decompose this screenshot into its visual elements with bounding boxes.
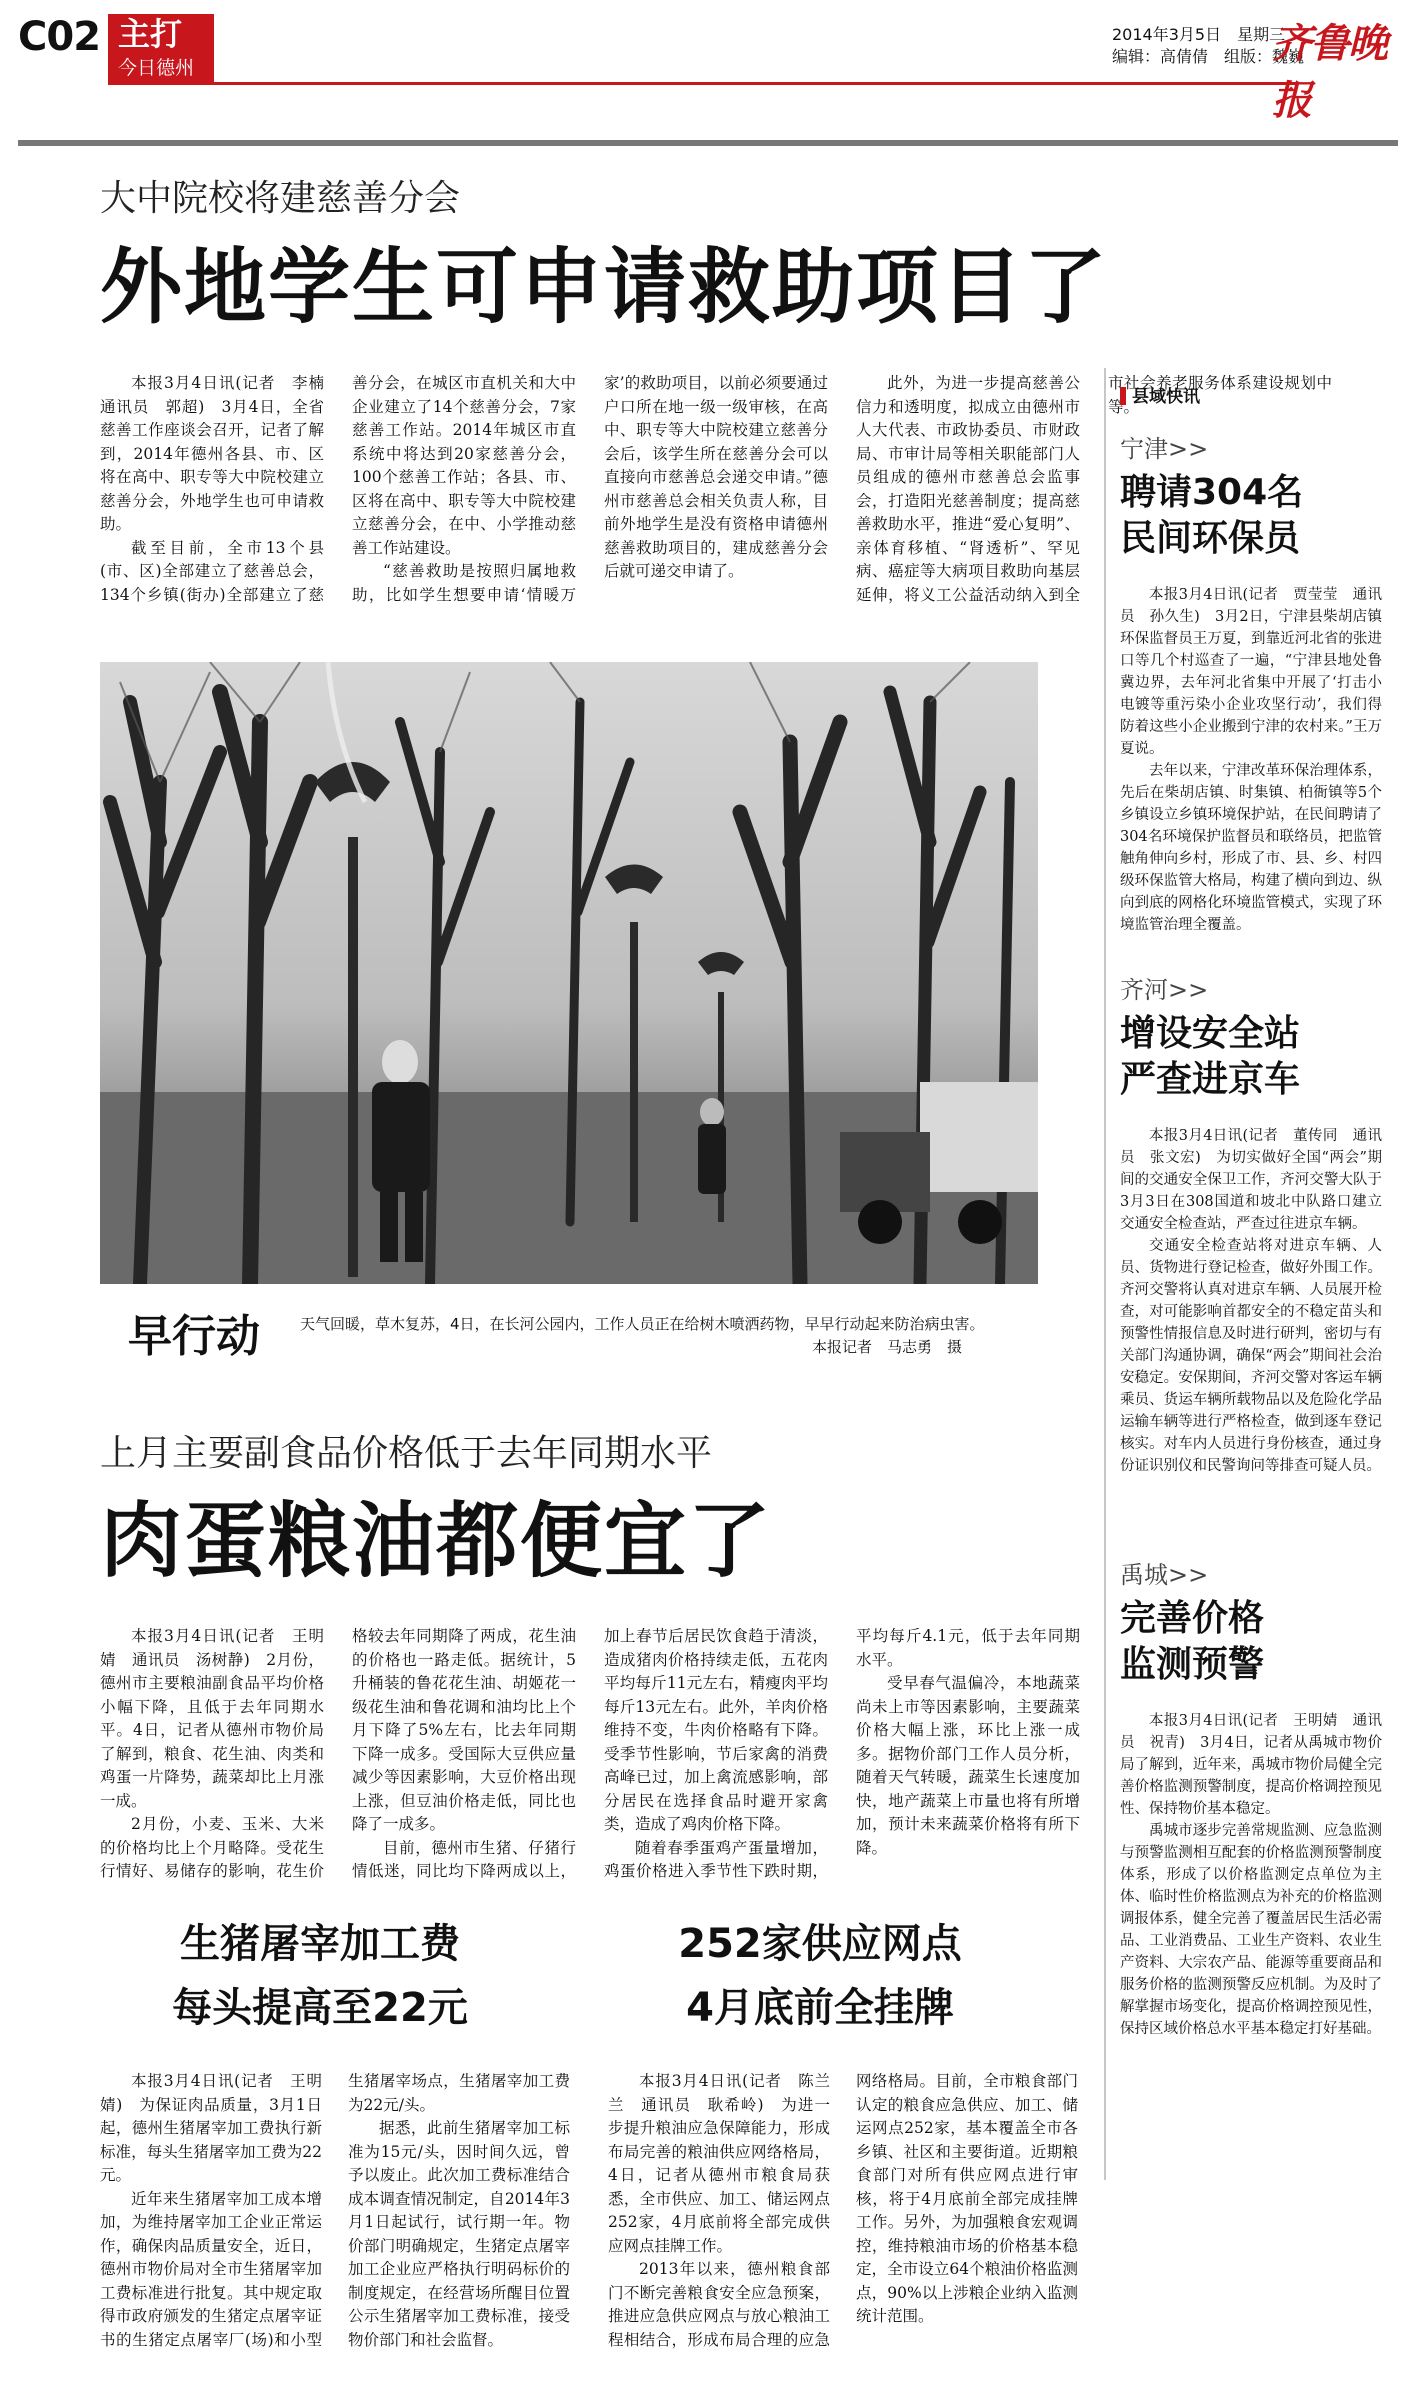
issue-date: 2014年3月5日 星期三 (1112, 25, 1286, 44)
article4-paragraph: 2013年以来，德州粮食部门不断完善粮食安全应急预案，推进应急供应网点与放心粮油工程相结合，形成布局合理的应急网络格局。目前，全市粮食部门认定的粮食应急供应、加工、储运网点252家，基本覆盖全市各乡镇、社区和主要街道。近期粮食部门对所有供应网点进行审核，将于4月底前全部完成挂牌工作。另外，为加强粮食宏观调控，维持粮油市场的价格基本稳定，全市设立64个粮油价格监测点，90%以上涉粮企业纳入监测统计范围。 (608, 2072, 1078, 2349)
article2-paragraph: 目前，德州市生猪、仔猪行情低迷，同比均下降两成以上，加上春节后居民饮食趋于清淡，造成猪肉价格持续走低，五花肉平均每斤11元左右，精瘦肉平均每斤13元左右。此外，羊肉价格维持不变，牛肉价格略有下降。受季节性影响，节后家禽的消费高峰已过，加上禽流感影响，部分居民在选择食品时避开家禽类，造成了鸡肉价格下降。 (352, 1627, 828, 1880)
sidebar-header: 县域快讯 (1106, 368, 1400, 407)
page-number: C02 (18, 14, 101, 60)
photo-credit: 本报记者 马志勇 摄 (812, 1338, 963, 1356)
sidebar-item-body (1120, 584, 1382, 948)
sidebar-item-title-line2: 民间环保员 (1120, 518, 1301, 559)
article3-body (100, 2070, 570, 2370)
article1-paragraph: 此外，为进一步提高慈善公信力和透明度，拟成立由德州市人大代表、市政协委员、市财政局、市审计局等相关职能部门人员组成的德州市慈善总会监事会，打造阳光慈善制度；提高慈善救助水平，推进“爱心复明”、亲体育移植、“肾透析”、罕见病、癌症等大病项目救助向基层延伸，将义工公益活动纳入到全市社会养老服务体系建设规划中等。 (856, 374, 1332, 604)
photo-caption-title: 早行动 (128, 1311, 260, 1362)
article3-headline (110, 1912, 530, 2040)
article1-kicker: 大中院校将建慈善分会 (100, 178, 461, 219)
news-photo (100, 662, 1038, 1284)
sidebar-item-paragraph: 本报3月4日讯(记者 董传同 通讯员 张文宏) 为切实做好全国“两会”期间的交通安全保卫工作，齐河交警大队于3月3日在308国道和坡北中队路口建立交通安全检查站，严查过往进京车辆。 (1120, 1128, 1382, 1232)
article2-kicker: 上月主要副食品价格低于去年同期水平 (100, 1433, 713, 1474)
sidebar-item-body (1120, 1710, 1382, 2180)
article4-headline-line1: 252家供应网点 (678, 1921, 962, 1967)
article3-paragraph: 本报3月4日讯(记者 王明婧) 为保证肉品质量，3月1日起，德州生猪屠宰加工费执行新标准，每头生猪屠宰加工费为22元。 (100, 2072, 322, 2184)
sidebar-item-title-line1: 增设安全站 (1120, 1013, 1301, 1054)
sidebar-item-title-line2: 监测预警 (1120, 1644, 1265, 1685)
masthead-rule (108, 82, 1298, 85)
article2-headline: 肉蛋粮油都便宜了 (100, 1494, 773, 1589)
header-divider (18, 140, 1398, 146)
sidebar-item-place: 禹城>> (1120, 1561, 1209, 1589)
article3-headline-line1: 生猪屠宰加工费 (180, 1921, 460, 1967)
article3-paragraph: 据悉，此前生猪屠宰加工标准为15元/头，因时间久远，曾予以废止。此次加工费标准结合成本调查情况制定，自2014年3月1日起试行，试行期一年。物价部门明确规定，生猪定点屠宰加工企业应严格执行明码标价的制度规定，在经营场所醒目位置公示生猪屠宰加工费标准，接受物价部门和社会监督。 (348, 2119, 570, 2349)
article1-paragraph: 截至目前，全市13个县(市、区)全部建立了慈善总会，134个乡镇(街办)全部建立了慈善分会，在城区市直机关和大中企业建立了14个慈善分会，7家慈善工作站。2014年城区市直系统中将达到20家慈善分会，100个慈善工作站；各县、市、区将在高中、职专等大中院校建立慈善分会，在中、小学推动慈善工作站建设。 (100, 374, 576, 604)
sidebar-item-title-line2: 严查进京车 (1120, 1059, 1301, 1100)
photo-caption-text: 天气回暖，草木复苏，4日，在长河公园内，工作人员正在给树木喷洒药物，早早行动起来防治病虫害。 (300, 1315, 985, 1333)
sidebar-item-title-line1: 完善价格 (1120, 1598, 1265, 1639)
article1-paragraph: 本报3月4日讯(记者 李楠 通讯员 郭超) 3月4日，全省慈善工作座谈会召开，记者了解到，2014年德州各县、市、区将在高中、职专等大中院校建立慈善分会，外地学生也可申请救助。 (100, 374, 340, 533)
sidebar-item-paragraph: 本报3月4日讯(记者 王明婧 通讯员 祝青) 3月4日，记者从禹城市物价局了解到，近年来，禹城市物价局健全完善价格监测预警制度，提高价格调控预见性、保持物价基本稳定。 (1120, 1713, 1382, 1817)
sidebar-item-qihe (1106, 948, 1400, 1533)
section-tag: 主打 (108, 14, 214, 54)
sidebar-item-title-line1: 聘请304名 (1120, 472, 1304, 513)
sidebar-item-paragraph: 去年以来，宁津改革环保治理体系，先后在柴胡店镇、时集镇、柏衙镇等5个乡镇设立乡镇环境保护站，在民间聘请了304名环境保护监督员和联络员，把监管触角伸向乡村，形成了市、县、乡、村四级环保监管大格局，构建了横向到边、纵向到底的网格化环境监管模式，实现了环境监管治理全覆盖。 (1120, 763, 1382, 933)
sidebar-item-body (1120, 1125, 1382, 1533)
article2-paragraph: 2月份，小麦、玉米、大米的价格均比上个月略降。受花生行情好、易储存的影响，花生价格较去年同期降了两成，花生油的价格也一路走低。据统计，5升桶装的鲁花花生油、胡姬花一级花生油和鲁花调和油均比上个月下降了5%左右，比去年同期下降一成多。受国际大豆供应量减少等因素影响，大豆价格出现上涨，但豆油价格走低，同比也降了一成多。 (100, 1627, 576, 1880)
park-spraying-photo (100, 662, 1038, 1284)
sidebar-item-yucheng (1106, 1533, 1400, 2180)
sidebar-item-paragraph: 禹城市逐步完善常规监测、应急监测与预警监测相互配套的价格监测预警制度体系，形成了以价格监测定点单位为主体、临时性价格监测点为补充的价格监测调报体系，健全完善了覆盖居民生活必需品、工业消费品、工业生产资料、农业生产资料、大宗农产品、能源等重要商品和服务价格的监测预警反应机制。为及时了解掌握市场变化，提高价格调控预见性，保持区域价格总水平基本稳定打好基础。 (1120, 1823, 1382, 2037)
article2-paragraph: 随着春季蛋鸡产蛋量增加，鸡蛋价格进入季节性下跌时期，平均每斤4.1元，低于去年同期水平。 (604, 1627, 1080, 1880)
sidebar-item-ningjin (1106, 407, 1400, 948)
county-news-sidebar (1104, 368, 1400, 2180)
article2-paragraph: 本报3月4日讯(记者 王明婧 通讯员 汤树静) 2月份，德州市主要粮油副食品平均价格小幅下降，且低于去年同期水平。4日，记者从德州市物价局了解到，粮食、花生油、肉类和鸡蛋一片降势，蔬菜却比上月涨一成。 (100, 1627, 324, 1810)
article4-body (608, 2070, 1078, 2370)
article1-paragraph: “慈善救助是按照归属地救助，比如学生想要申请‘情暖万家’的救助项目，以前必须要通过户口所在地一级一级审核，在高中、职专等大中院校建立慈善分会后，该学生所在慈善分会可以直接向市慈善总会递交申请。”德州市慈善总会相关负责人称，目前外地学生是没有资格申请德州慈善救助项目的，建成慈善分会后就可递交申请了。 (352, 374, 828, 604)
article4-headline (610, 1912, 1030, 2040)
sidebar-item-place: 宁津>> (1120, 435, 1209, 463)
article3-headline-line2: 每头提高至22元 (172, 1985, 468, 2031)
article1-headline: 外地学生可申请救助项目了 (100, 240, 1109, 335)
newspaper-logo: 齐鲁晚报 (1272, 20, 1386, 124)
subsection-tag: 今日德州 (108, 54, 214, 82)
article2-body (100, 1625, 1080, 1887)
article4-paragraph: 本报3月4日讯(记者 陈兰兰 通讯员 耿希岭) 为进一步提升粮油应急保障能力，形成布局完善的粮油供应网络格局，4日，记者从德州市粮食局获悉，全市供应、加工、储运网点252家，4月底前将全部完成供应网点挂牌工作。 (608, 2072, 830, 2255)
sidebar-item-paragraph: 本报3月4日讯(记者 贾莹莹 通讯员 孙久生) 3月2日，宁津县柴胡店镇环保监督员王万夏，到靠近河北省的张进口等几个村巡查了一遍，“宁津县地处鲁冀边界，去年河北省集中开展了‘打击小电镀等重污染小企业攻坚行动’，我们得防着这些小企业搬到宁津的农村来。”王万夏说。 (1120, 587, 1382, 757)
article2-paragraph: 受早春气温偏冷，本地蔬菜尚未上市等因素影响，主要蔬菜价格大幅上涨，环比上涨一成多。据物价部门工作人员分析，随着天气转暖，蔬菜生长速度加快，地产蔬菜上市量也将有所增加，预计未来蔬菜价格将有所下降。 (856, 1674, 1080, 1857)
sidebar-item-place: 齐河>> (1120, 976, 1209, 1004)
sidebar-item-paragraph: 交通安全检查站将对进京车辆、人员、货物进行登记检查，做好外围工作。齐河交警将认真对进京车辆、人员展开检查，对可能影响首都安全的不稳定苗头和预警性情报信息及时进行研判，密切与有关部门沟通协调，确保“两会”期间社会治安稳定。安保期间，齐河交警对客运车辆乘员、货运车辆所载物品以及危险化学品运输车辆等进行严格检查，做到逐车登记核实。对车内人员进行身份核查，通过身份证识别仪和民警询问等排查可疑人员。 (1120, 1238, 1382, 1474)
article4-headline-line2: 4月底前全挂牌 (686, 1985, 954, 2031)
editor-credits: 编辑：高倩倩 组版：魏巍 (1112, 47, 1305, 66)
article3-paragraph: 近年来生猪屠宰加工成本增加，为维持屠宰加工企业正常运作，确保肉品质量安全，近日，德州市物价局对全市生猪屠宰加工费标准进行批复。其中规定取得市政府颁发的生猪定点屠宰证书的生猪定点屠宰厂(场)和小型生猪屠宰场点，生猪屠宰加工费为22元/头。 (100, 2072, 570, 2349)
